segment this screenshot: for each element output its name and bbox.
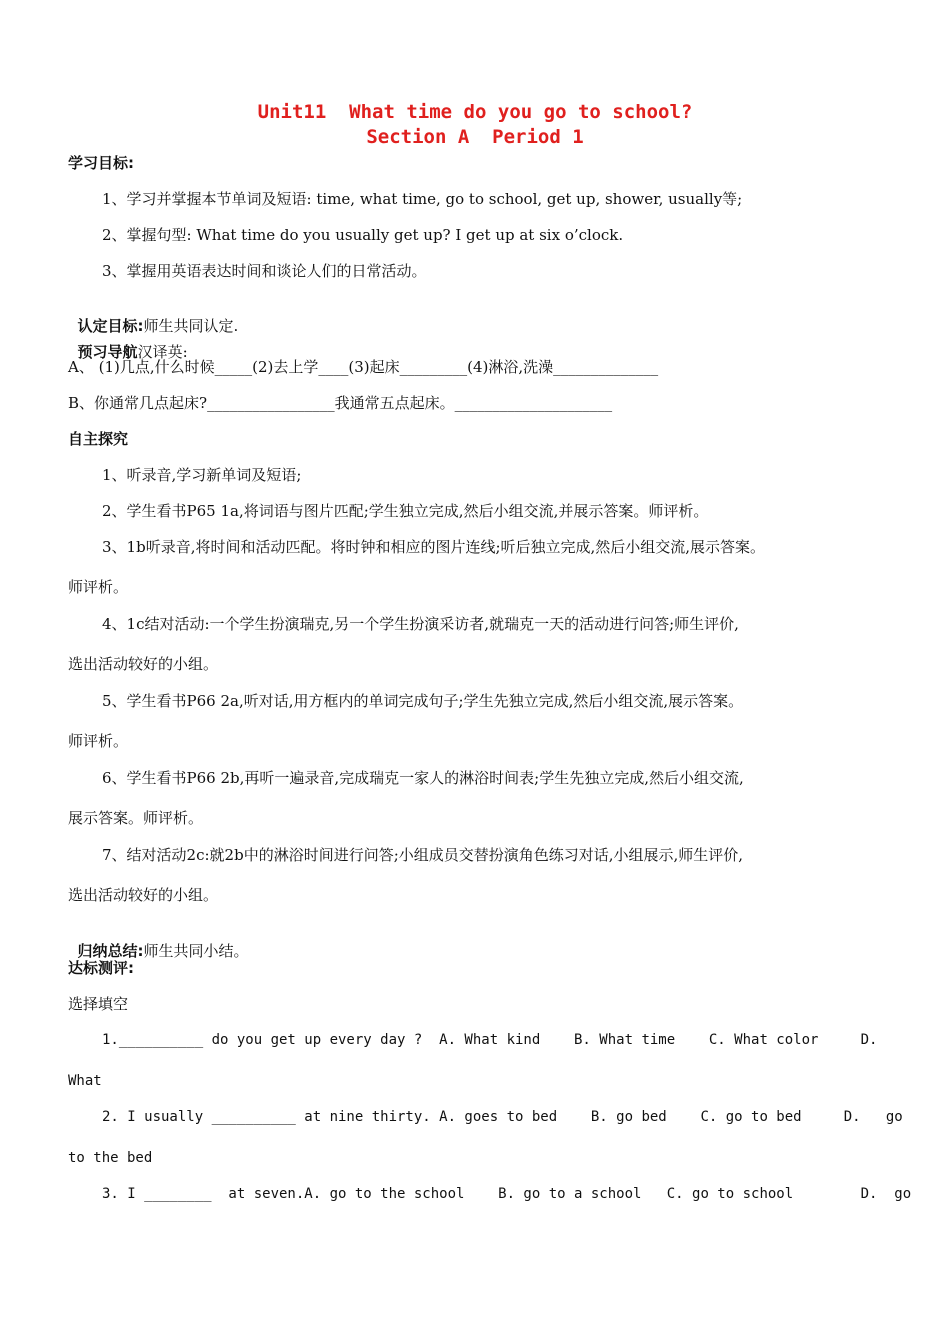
explore-line: 选出活动较好的小组。	[68, 655, 219, 673]
question-3: 3. I ________ at seven.A. go to the school B. go to a school C. go to school D. go	[102, 1186, 912, 1202]
summary-text: 师生共同小结。	[143, 942, 249, 960]
explore-line: 1、听录音,学习新单词及短语;	[102, 466, 302, 484]
objectives-heading: 学习目标:	[68, 154, 134, 172]
objective-item-1: 1、学习并掌握本节单词及短语: time, what time, go to school, get up, shower, usually等;	[102, 190, 743, 208]
explore-line: 展示答案。师评析。	[68, 809, 204, 827]
explore-line: 7、结对活动2c:就2b中的淋浴时间进行问答;小组成员交替扮演角色练习对话,小组展示,师生评价,	[102, 846, 744, 864]
test-subheading: 选择填空	[68, 995, 129, 1013]
explore-line: 选出活动较好的小组。	[68, 886, 219, 904]
explore-line: 6、学生看书P66 2b,再听一遍录音,完成瑞克一家人的淋浴时间表;学生先独立完成,然后小组交流,	[102, 769, 744, 787]
explore-line: 4、1c结对活动:一个学生扮演瑞克,另一个学生扮演采访者,就瑞克一天的活动进行问答;师生评价,	[102, 615, 739, 633]
title-line-1: Unit11 What time do you go to school?	[257, 101, 693, 123]
explore-line: 师评析。	[68, 578, 129, 596]
preview-guide-label: 预习导航	[77, 343, 138, 361]
explore-line: 2、学生看书P65 1a,将词语与图片匹配;学生独立完成,然后小组交流,并展示答案。师评析。	[102, 502, 709, 520]
preview-line-a: A、 (1)几点,什么时候_____(2)去上学____(3)起床_________(4)淋浴,洗澡______________	[68, 358, 659, 376]
summary	[68, 921, 249, 961]
explore-heading: 自主探究	[68, 430, 129, 448]
explore-line: 师评析。	[68, 732, 129, 750]
question-1: 1.__________ do you get up every day ? A. What kind B. What time C. What color D.	[102, 1032, 878, 1048]
confirm-goal-text: 师生共同认定.	[143, 317, 239, 335]
explore-line: 5、学生看书P66 2a,听对话,用方框内的单词完成句子;学生先独立完成,然后小组交流,展示答案。	[102, 692, 744, 710]
preview-guide	[68, 322, 188, 362]
test-heading: 达标测评:	[68, 959, 134, 977]
question-1-cont: What	[68, 1073, 102, 1089]
summary-label: 归纳总结:	[77, 942, 144, 960]
confirm-goal-label: 认定目标:	[77, 317, 144, 335]
preview-line-b: B、你通常几点起床?_________________我通常五点起床。_____________________	[68, 394, 613, 412]
explore-line: 3、1b听录音,将时间和活动匹配。将时钟和相应的图片连线;听后独立完成,然后小组交流,展示答案。	[102, 538, 766, 556]
title-line-2: Section A Period 1	[366, 126, 584, 148]
question-2-cont: to the bed	[68, 1150, 153, 1166]
question-2: 2. I usually __________ at nine thirty. A. goes to bed B. go bed C. go to bed D. go	[102, 1109, 903, 1125]
objective-item-2: 2、掌握句型: What time do you usually get up? I get up at six o’clock.	[102, 226, 624, 244]
preview-guide-text: 汉译英:	[137, 343, 188, 361]
objective-item-3: 3、掌握用英语表达时间和谈论人们的日常活动。	[102, 262, 427, 280]
